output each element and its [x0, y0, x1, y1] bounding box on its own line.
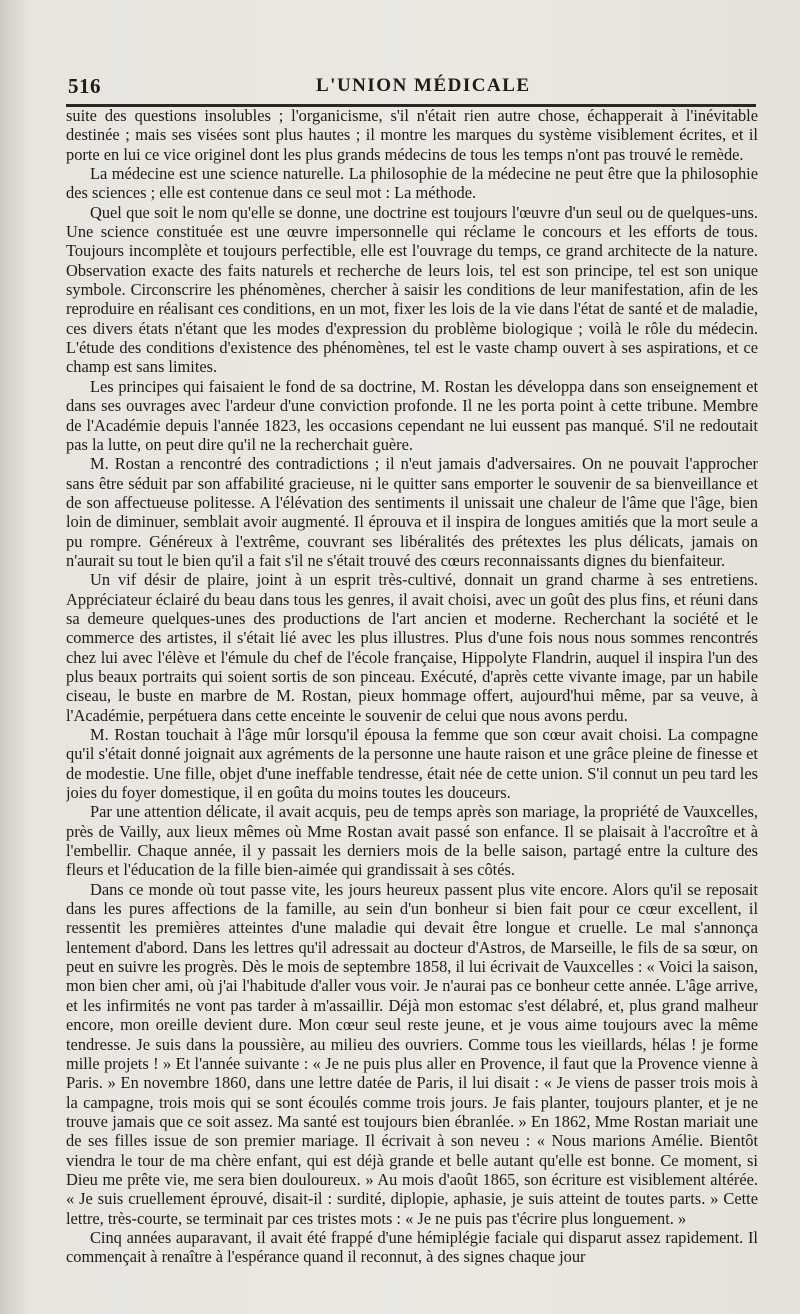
paragraph: M. Rostan a rencontré des contradictions ; il n'eut jamais d'adversaires. On ne pouvait l'approcher sans être séduit par son affabilité gracieuse, ni le quitter sans emporter le souvenir de sa bienveillance et de son affectueuse politesse. A l'élévation des sentiments il unissait une chaleur de l'âme que l'âge, bien loin de diminuer, semblait avoir augmenté. Il éprouva et il inspira de longues amitiés que la mort seule a pu rompre. Généreux à l'extrême, couvrant ses libéralités des prétextes les plus délicats, jamais on n'aurait su tout le bien qu'il a fait s'il ne s'était trouvé des cœurs reconnaissants dignes du bienfaiteur. — [66, 454, 758, 570]
paragraph: M. Rostan touchait à l'âge mûr lorsqu'il épousa la femme que son cœur avait choisi. La compagne qu'il s'était donné joignait aux agréments de la personne une haute raison et une grâce pleine de finesse et de modestie. Une fille, objet d'une ineffable tendresse, était née de cette union. S'il connut un peu tard les joies du foyer domestique, il en goûta du moins toutes les douceurs. — [66, 725, 758, 803]
paragraph: Cinq années auparavant, il avait été frappé d'une hémiplégie faciale qui disparut assez rapidement. Il commençait à renaître à l'espérance quand il reconnut, à des signes chaque jour — [66, 1227, 758, 1267]
paragraph: La médecine est une science naturelle. La philosophie de la médecine ne peut être que la philosophie des sciences ; elle est contenue dans ce seul mot : La méthode. — [66, 164, 758, 203]
paragraph: Quel que soit le nom qu'elle se donne, une doctrine est toujours l'œuvre d'un seul ou de quelques-uns. Une science constituée est une œuvre impersonnelle qui réclame le concours et les efforts de tous. Toujours incomplète et toujours perfectible, elle est l'ouvrage du temps, ce grand architecte de la nature. Observation exacte des faits naturels et recherche de leurs lois, tel est son principe, tel est son unique symbole. Circonscrire les phénomènes, chercher à saisir les conditions de leur manifestation, afin de les reproduire en réalisant ces conditions, en un mot, fixer les lois de la vie dans l'état de santé et de maladie, ces divers états n'étant que les modes d'expression du problème biologique ; voilà le rôle du médecin. L'étude des conditions d'existence des phénomènes, tel est le vaste champ ouvert à ses aspirations, et ce champ est sans limites. — [66, 202, 758, 377]
paragraph: Par une attention délicate, il avait acquis, peu de temps après son mariage, la propriété de Vauxcelles, près de Vailly, aux lieux mêmes où Mme Rostan avait passé son enfance. Il se plaisait à l'accroître et à l'embellir. Chaque année, il y passait les derniers mois de la belle saison, partagé entre la culture des fleurs et l'éducation de la fille bien-aimée qui grandissait à ses côtés. — [66, 802, 758, 880]
paragraph: Dans ce monde où tout passe vite, les jours heureux passent plus vite encore. Alors qu'il se reposait dans les pures affections de la famille, au sein d'un bonheur si bien fait pour ce cœur excellent, il ressentit les premières atteintes d'une maladie qui devait être longue et cruelle. Le mal s'annonça lentement d'abord. Dans les lettres qu'il adressait au docteur d'Astros, de Marseille, le fils de sa sœur, on peut en suivre les progrès. Dès le mois de septembre 1858, il lui écrivait de Vauxcelles : « Voici la saison, mon bien cher ami, où j'ai l'habitude d'aller vous voir. Je n'aurai pas ce bonheur cette année. L'âge arrive, et les infirmités ne vont pas tarder à m'assaillir. Déjà mon estomac s'est délabré, et, plus grand malheur encore, mon oreille devient dure. Mon cœur seul reste jeune, et je vous aime toujours avec la même tendresse. Je suis dans la poussière, au milieu des ouvriers. Comme tous les vieillards, hélas ! je forme mille projets ! » Et l'année suivante : « Je ne puis plus aller en Provence, il faut que la Provence vienne à Paris. » En novembre 1860, dans une lettre datée de Paris, il lui disait : « Je viens de passer trois mois à la campagne, trois mois qui se sont écoulés comme trois jours. Je fais planter, toujours planter, et je ne trouve jamais que ce soit assez. Ma santé est toujours bien ébranlée. » En 1862, Mme Rostan mariait une de ses filles issue de son premier mariage. Il écrivait à son neveu : « Nous marions Amélie. Bientôt viendra le tour de ma chère enfant, qui est déjà grande et belle autant qu'elle est bonne. Ce moment, si Dieu me prête vie, me sera bien douloureux. » Au mois d'août 1865, son écriture est visiblement altérée. « Je suis cruellement éprouvé, disait-il : surdité, diplopie, aphasie, je suis atteint de toutes parts. » Cette lettre, très-courte, se terminait par ces tristes mots : « Je ne puis pas t'écrire plus longuement. » — [66, 879, 758, 1228]
body-text — [66, 106, 758, 1306]
page-header — [68, 74, 748, 100]
running-title: L'UNION MÉDICALE — [316, 75, 531, 96]
paragraph: Un vif désir de plaire, joint à un esprit très-cultivé, donnait un grand charme à ses entretiens. Appréciateur éclairé du beau dans tous les genres, il avait choisi, avec un goût des plus fins, et réuni dans sa demeure quelques-unes des productions de l'art ancien et moderne. Recherchant la société et le commerce des artistes, il s'était lié avec les plus illustres. Plus d'une fois nous nous sommes rencontrés chez lui avec l'élève et l'émule du chef de l'école française, Hippolyte Flandrin, auquel il inspira l'un des plus beaux portraits qui soient sortis de son pinceau. Exécuté, d'après cette vivante image, par un habile ciseau, le buste en marbre de M. Rostan, pieux hommage offert, aujourd'hui même, par sa veuve, à l'Académie, perpétuera dans cette enceinte le souvenir de celui que nous avons perdu. — [66, 570, 758, 725]
paragraph: Les principes qui faisaient le fond de sa doctrine, M. Rostan les développa dans son enseignement et dans ses ouvrages avec l'ardeur d'une conviction profonde. Il ne les porta point à cette tribune. Membre de l'Académie depuis l'année 1823, les occasions cependant ne lui eussent pas manqué. S'il ne redoutait pas la lutte, on peut dire qu'il ne la recherchait guère. — [66, 376, 758, 454]
page-number: 516 — [68, 74, 101, 98]
paragraph: suite des questions insolubles ; l'organicisme, s'il n'était rien autre chose, échapperait à l'inévitable destinée ; mais ses visées sont plus hautes ; il montre les marques du système visiblement écrites, et il porte en lui ce vice originel dont les plus grands médecins de tous les temps n'ont pas trouvé le remède. — [66, 106, 758, 164]
